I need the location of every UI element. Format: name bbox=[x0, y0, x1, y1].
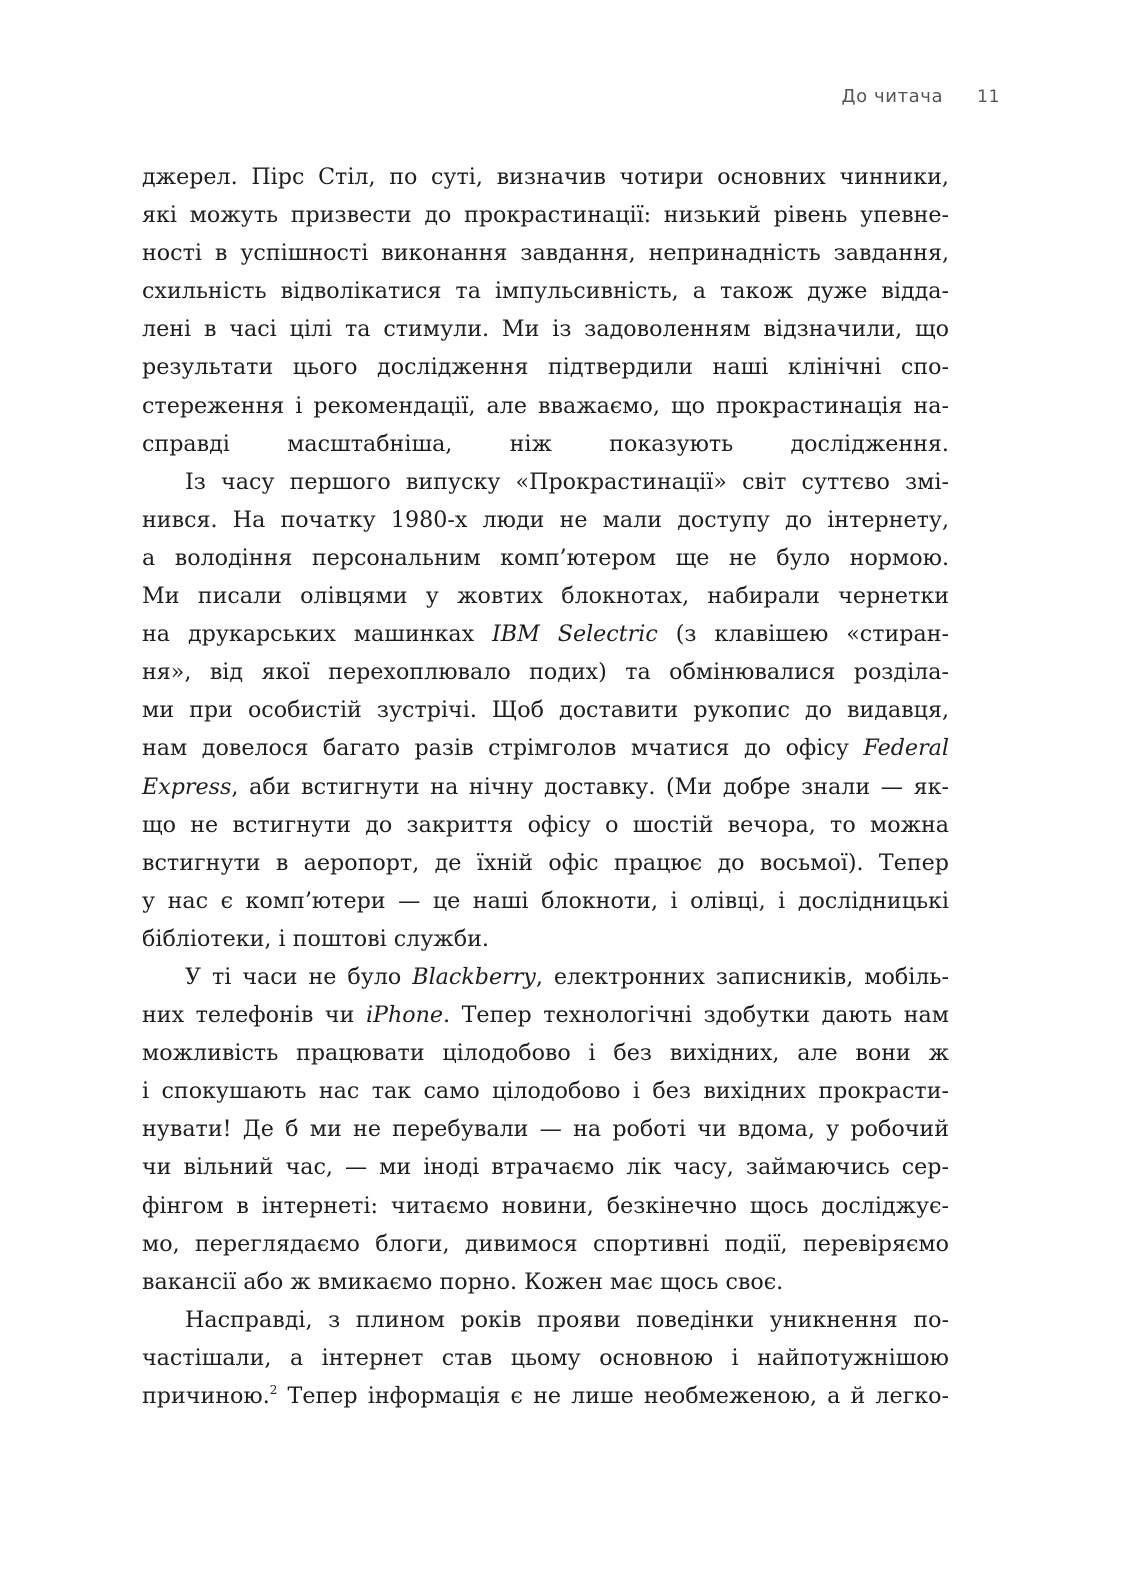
text-line bbox=[142, 425, 949, 463]
text-line bbox=[142, 1110, 949, 1148]
text-line bbox=[142, 577, 949, 615]
text-line bbox=[142, 1225, 949, 1263]
italic-term: Blackberry bbox=[412, 963, 536, 990]
text-line bbox=[142, 463, 949, 501]
text-line bbox=[142, 1034, 949, 1072]
text-line bbox=[142, 844, 949, 882]
italic-term: iPhone bbox=[365, 1002, 444, 1029]
text-run: чи вільний час, — ми іноді втрачаємо лік часу, займаючись сер- bbox=[142, 1154, 949, 1181]
text-run: ності в успішності виконання завдання, непринадність завдання, bbox=[142, 240, 949, 267]
text-line bbox=[142, 615, 949, 653]
paragraph bbox=[142, 958, 949, 1301]
text-run: Із часу першого випуску «Прокрастинації» світ суттєво змі- bbox=[185, 468, 949, 495]
text-line bbox=[142, 920, 949, 958]
text-run: , електронних записників, мобіль- bbox=[535, 963, 949, 990]
text-line bbox=[142, 882, 949, 920]
text-run: які можуть призвести до прокрастинації: низький рівень упевне- bbox=[142, 202, 949, 229]
paragraph bbox=[142, 1301, 949, 1415]
text-run: схильність відволікатися та імпульсивність, а також дуже відда- bbox=[142, 278, 949, 305]
text-run: У ті часи не було bbox=[185, 963, 413, 990]
text-run: нувати! Де б ми не перебували — на роботі чи вдома, у робочий bbox=[142, 1116, 949, 1143]
text-line bbox=[142, 691, 949, 729]
text-run: причиною. bbox=[142, 1383, 270, 1409]
text-line bbox=[142, 310, 949, 348]
text-run: і спокушають нас так само цілодобово і без вихідних прокрасти- bbox=[142, 1078, 949, 1105]
text-line bbox=[142, 1148, 949, 1186]
text-line bbox=[142, 729, 949, 767]
text-run: справді масштабніша, ніж показують дослідження. bbox=[142, 430, 949, 457]
italic-term: IBM Selectric bbox=[492, 621, 658, 648]
text-run: встигнути в аеропорт, де їхній офіс працює до восьмої). Тепер bbox=[142, 849, 949, 876]
text-line bbox=[142, 768, 949, 806]
text-line bbox=[142, 158, 949, 196]
text-run: мо, переглядаємо блоги, дивимося спортивні події, перевіряємо bbox=[142, 1230, 949, 1257]
text-run: а володіння персональним комп’ютером ще не було нормою. bbox=[142, 544, 949, 571]
text-line bbox=[142, 348, 949, 386]
text-run: вакансії або ж вмикаємо порно. Кожен має щось своє. bbox=[142, 1268, 784, 1295]
text-run: на друкарських машинках bbox=[142, 621, 493, 648]
text-run: у нас є комп’ютери — це наші блокноти, і олівці, і дослідницькі bbox=[142, 887, 949, 914]
text-line bbox=[142, 1187, 949, 1225]
footnote-ref: 2 bbox=[269, 1383, 278, 1397]
italic-term: Federal bbox=[863, 735, 949, 762]
text-run: ня», від якої перехоплювало подих) та обмінювалися розділа- bbox=[142, 659, 949, 686]
text-run: ми при особистій зустрічі. Щоб доставити рукопис до видавця, bbox=[142, 697, 949, 724]
text-line bbox=[142, 539, 949, 577]
text-line bbox=[142, 806, 949, 844]
text-run: результати цього дослідження підтвердили наші клінічні спо- bbox=[142, 354, 949, 381]
text-run: частішали, а інтернет став цьому основною і найпотужнішою bbox=[142, 1344, 949, 1371]
text-run: що не встигнути до закриття офісу о шостій вечора, то можна bbox=[142, 811, 949, 838]
text-line bbox=[142, 1072, 949, 1110]
text-line bbox=[142, 387, 949, 425]
text-line bbox=[142, 1263, 949, 1301]
paragraph bbox=[142, 158, 949, 463]
running-header bbox=[841, 86, 1000, 107]
text-run: . Тепер технологічні здобутки дають нам bbox=[443, 1002, 949, 1029]
italic-term: Express bbox=[142, 773, 232, 800]
text-run: джерел. Пірс Стіл, по суті, визначив чотири основних чинники, bbox=[142, 164, 949, 190]
text-line bbox=[142, 196, 949, 234]
text-line bbox=[142, 1377, 949, 1415]
text-run: Тепер інформація є не лише необмеженою, а й легко- bbox=[277, 1383, 949, 1409]
page-number: 11 bbox=[977, 86, 1000, 107]
text-line bbox=[142, 234, 949, 272]
body-text bbox=[142, 158, 949, 1415]
text-run: стереження і рекомендації, але вважаємо, що прокрастинація на- bbox=[142, 392, 949, 419]
text-line bbox=[142, 1339, 949, 1377]
text-run: нився. На початку 1980-х люди не мали доступу до інтернету, bbox=[142, 506, 949, 533]
text-run: них телефонів чи bbox=[142, 1002, 366, 1029]
paragraph bbox=[142, 463, 949, 958]
text-run: можливість працювати цілодобово і без вихідних, але вони ж bbox=[142, 1040, 949, 1067]
text-run: фінгом в інтернеті: читаємо новини, безкінечно щось досліджує- bbox=[142, 1192, 949, 1219]
text-run: Насправді, з плином років прояви поведінки уникнення по- bbox=[185, 1306, 949, 1333]
text-run: лені в часі цілі та стимули. Ми із задоволенням відзначили, що bbox=[142, 316, 949, 343]
text-line bbox=[142, 653, 949, 691]
text-line bbox=[142, 958, 949, 996]
text-run: бібліотеки, і поштові служби. bbox=[142, 925, 489, 952]
text-line bbox=[142, 1301, 949, 1339]
text-run: нам довелося багато разів стрімголов мчатися до офісу bbox=[142, 735, 864, 762]
text-line bbox=[142, 996, 949, 1034]
text-line bbox=[142, 272, 949, 310]
text-line bbox=[142, 501, 949, 539]
text-run: (з клавішею «стиран- bbox=[657, 621, 949, 648]
text-run: , аби встигнути на нічну доставку. (Ми добре знали — як- bbox=[231, 773, 949, 800]
running-header-title: До читача bbox=[841, 86, 944, 107]
text-run: Ми писали олівцями у жовтих блокнотах, набирали чернетки bbox=[142, 583, 949, 610]
